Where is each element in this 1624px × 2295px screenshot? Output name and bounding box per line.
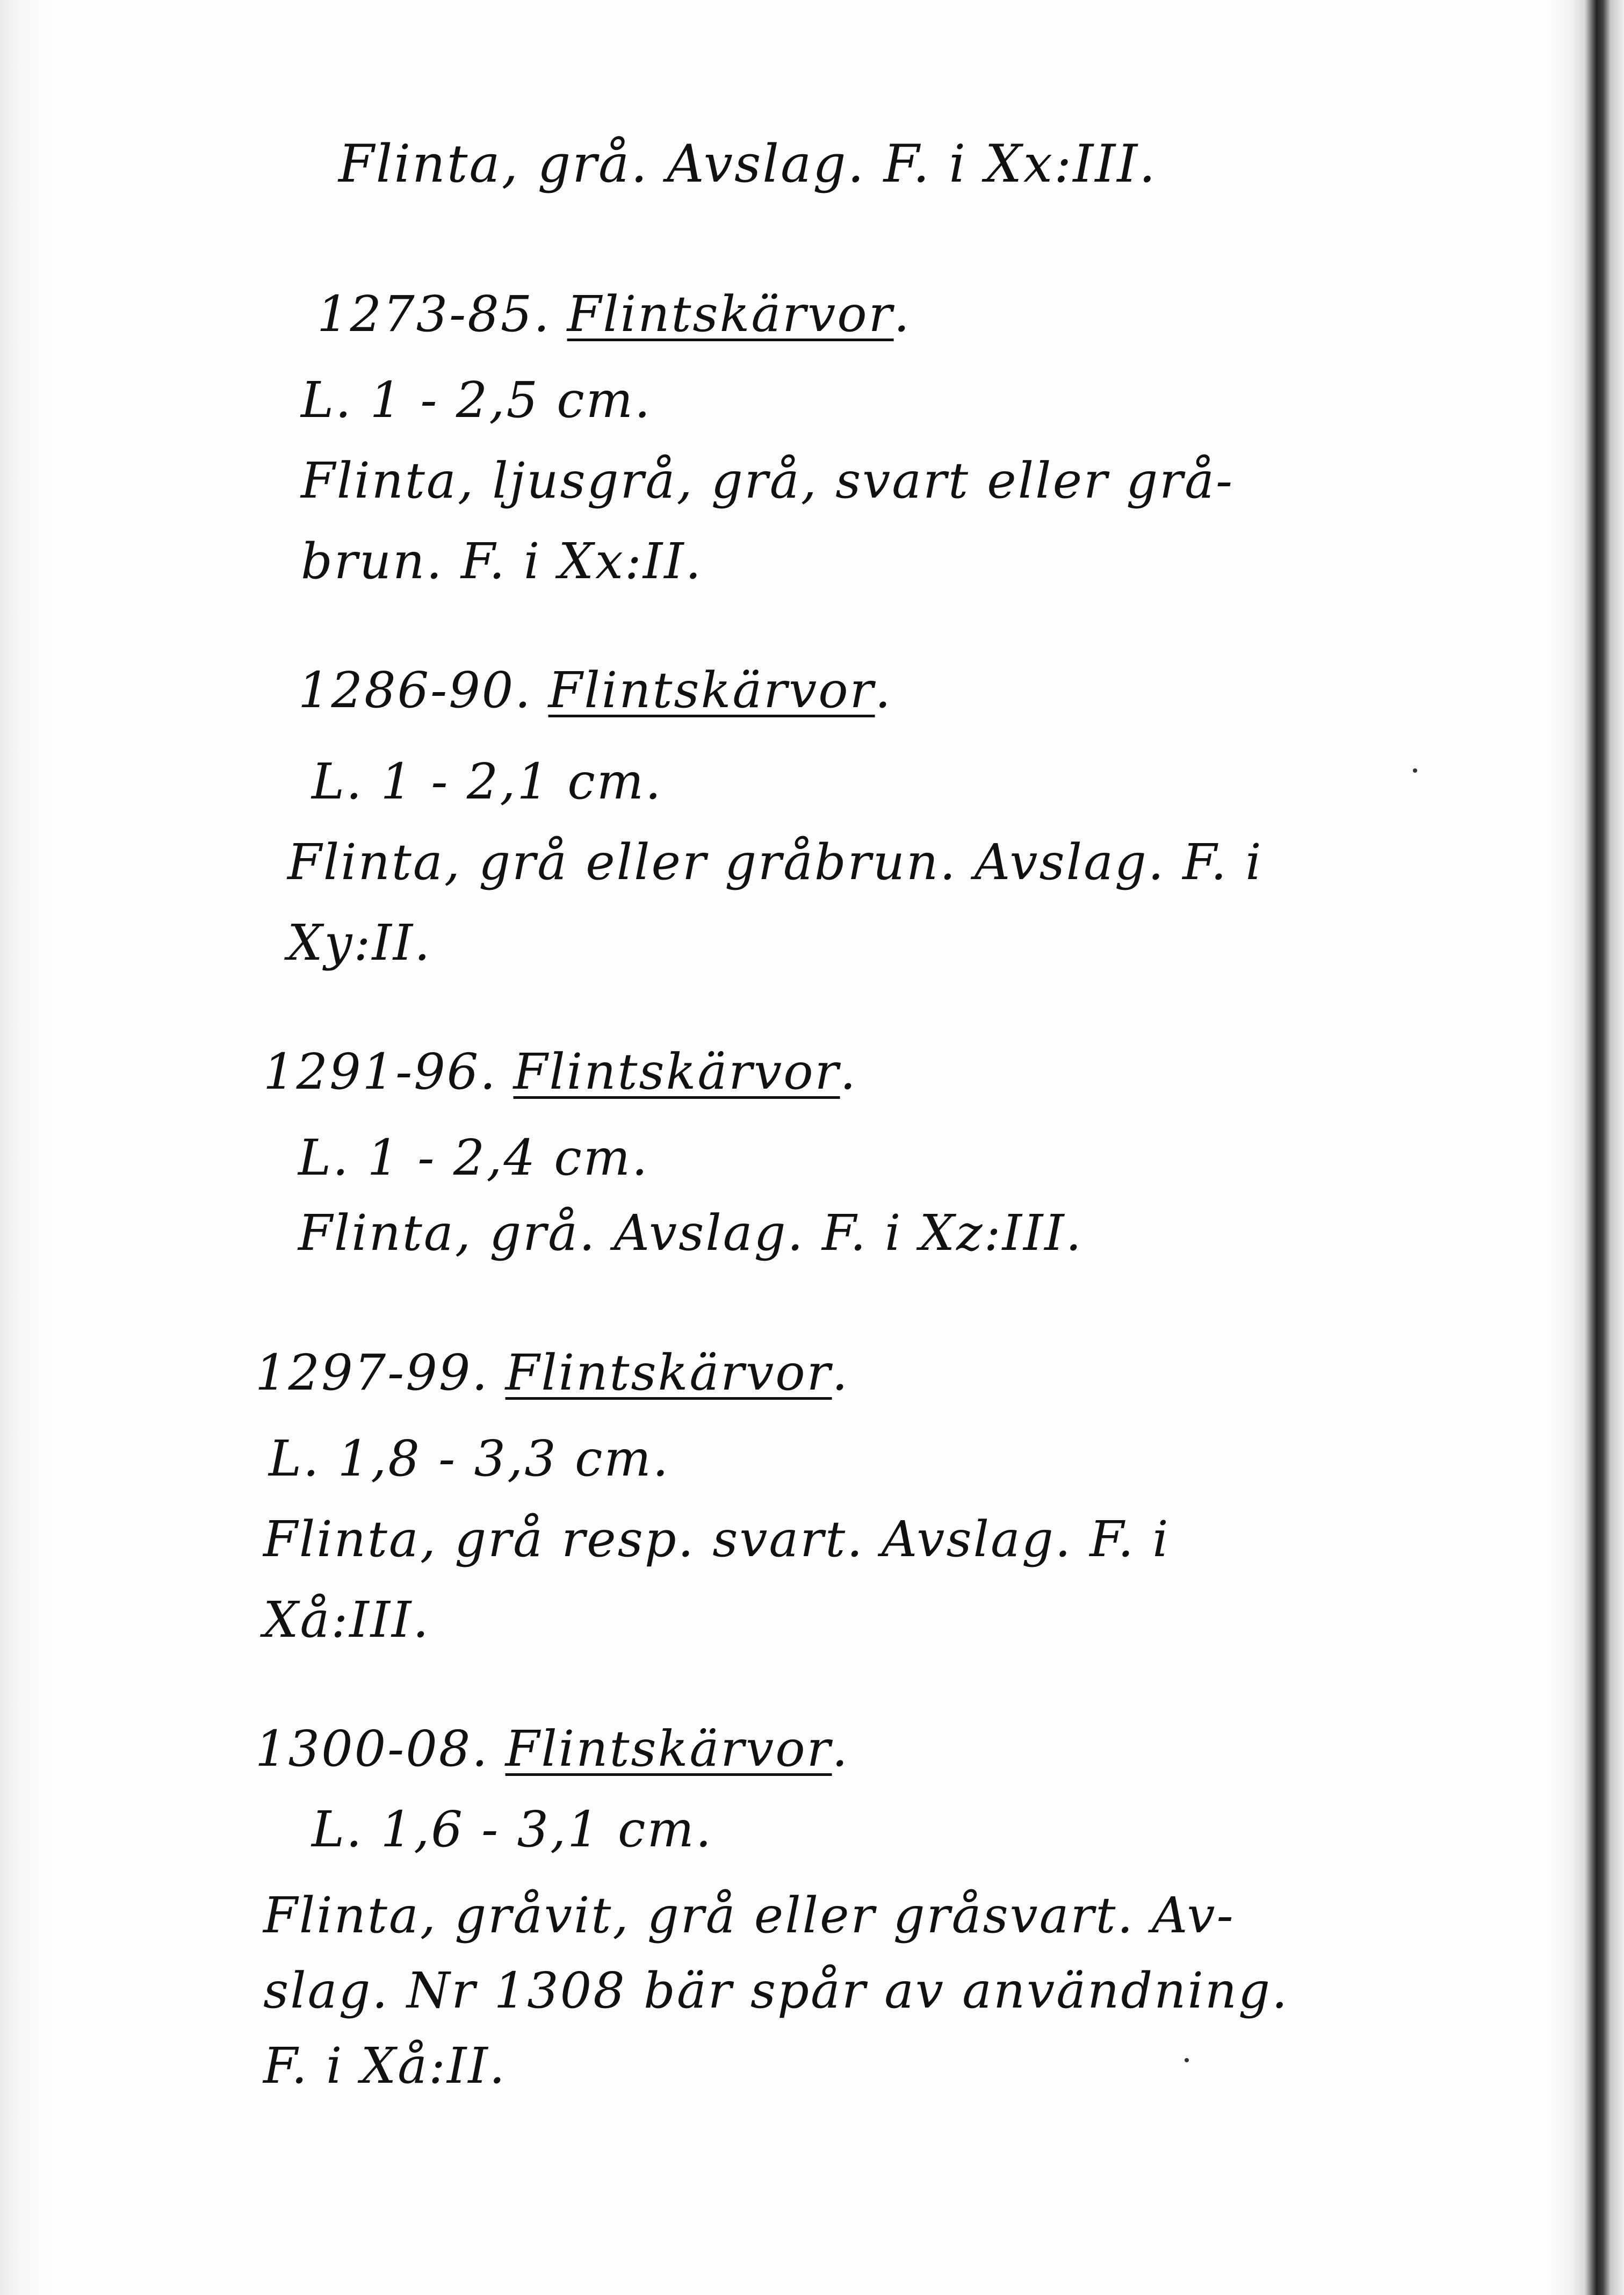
entry-length: L. 1,6 - 3,1 cm.	[312, 1801, 713, 1858]
entry-number: 1297-99.	[255, 1344, 489, 1401]
page-binding-shadow	[1547, 0, 1624, 2295]
entry-title: Flintskärvor	[567, 285, 894, 343]
entry-heading: 1291-96. Flintskärvor.	[263, 1043, 857, 1100]
page-header: Flinta, grå. Avslag. F. i Xx:III.	[338, 134, 1157, 194]
entry-description-line: brun. F. i Xx:II.	[301, 533, 703, 590]
page-left-edge	[0, 0, 51, 2295]
entry-length: L. 1 - 2,4 cm.	[298, 1129, 649, 1186]
entry-description-line: Xå:III.	[263, 1591, 430, 1649]
entry-description-line: Flinta, ljusgrå, grå, svart eller grå-	[301, 452, 1235, 509]
entry-number: 1291-96.	[263, 1043, 497, 1100]
entry-heading: 1273-85. Flintskärvor.	[317, 285, 911, 343]
entry-description-line: Xy:II.	[287, 914, 432, 972]
entry-title: Flintskärvor	[513, 1043, 840, 1100]
entry-length: L. 1 - 2,5 cm.	[301, 371, 652, 429]
entry-description-line: Flinta, grå. Avslag. F. i Xz:III.	[298, 1204, 1083, 1262]
entry-number: 1286-90.	[298, 661, 532, 719]
entry-title: Flintskärvor	[548, 661, 875, 719]
entry-length: L. 1 - 2,1 cm.	[312, 753, 663, 810]
entry-description-line: F. i Xå:II.	[263, 2037, 507, 2095]
entry-description-line: Flinta, gråvit, grå eller gråsvart. Av-	[263, 1887, 1235, 1944]
entry-title: Flintskärvor	[505, 1720, 832, 1778]
ink-speck	[1185, 2058, 1189, 2062]
entry-description-line: Flinta, grå resp. svart. Avslag. F. i	[263, 1510, 1170, 1568]
entry-length: L. 1,8 - 3,3 cm.	[269, 1430, 670, 1487]
entry-number: 1273-85.	[317, 285, 551, 343]
entry-heading: 1286-90. Flintskärvor.	[298, 661, 892, 719]
entry-number: 1300-08.	[255, 1720, 489, 1778]
entry-heading: 1300-08. Flintskärvor.	[255, 1720, 849, 1778]
ink-speck	[1413, 768, 1417, 773]
entry-description-line: Flinta, grå eller gråbrun. Avslag. F. i	[287, 833, 1263, 891]
entry-title: Flintskärvor	[505, 1344, 832, 1401]
entry-heading: 1297-99. Flintskärvor.	[255, 1344, 849, 1401]
entry-description-line: slag. Nr 1308 bär spår av användning.	[263, 1962, 1289, 2019]
